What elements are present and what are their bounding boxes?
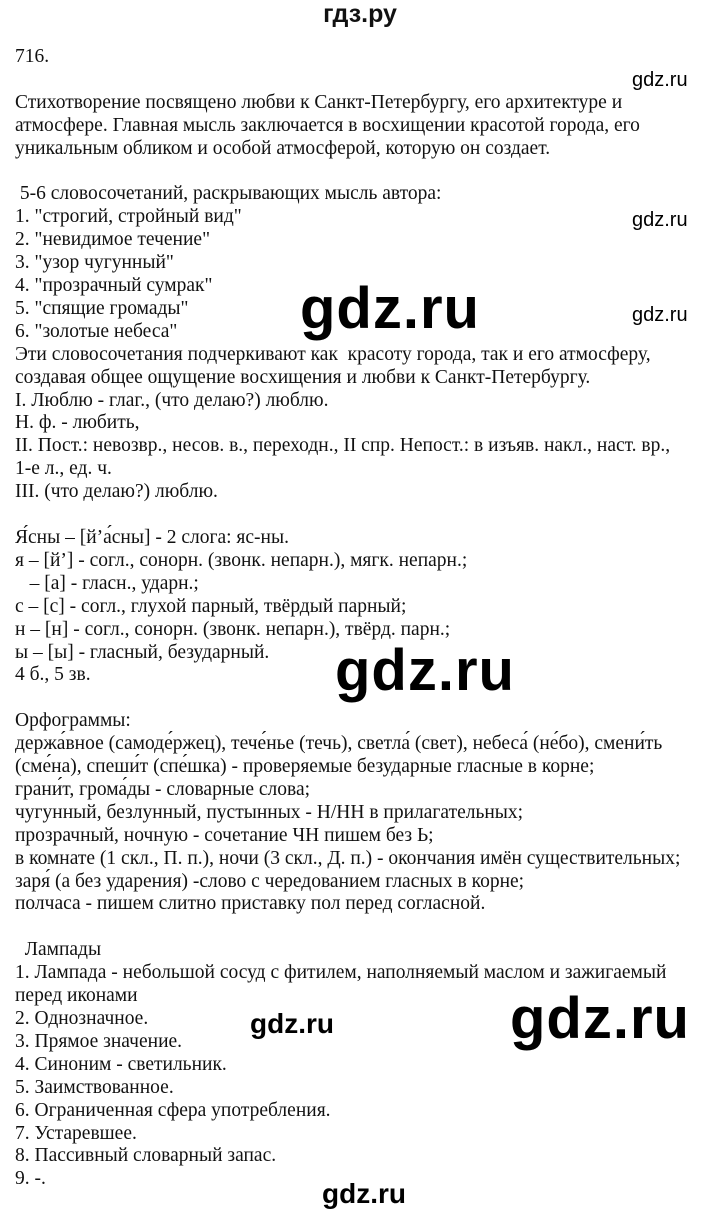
text-line: создавая общее ощущение восхищения и любви к Санкт-Петербургу.: [15, 366, 591, 388]
text-line: 6. "золотые небеса": [15, 320, 178, 342]
text-line: 1. Лампада - небольшой сосуд с фитилем, наполняемый маслом и зажигаемый: [15, 962, 667, 984]
watermark: gdz.ru: [335, 638, 515, 703]
watermark: gdz.ru: [632, 69, 688, 91]
text-line: 5. "спящие громады": [15, 297, 189, 319]
site-header-title: гдз.ру: [323, 0, 397, 28]
text-line: в комнате (1 скл., П. п.), ночи (3 скл., Д. п.) - окончания имён существительных;: [15, 847, 681, 869]
text-line: Н. ф. - любить,: [15, 412, 140, 434]
text-line: 3. "узор чугунный": [15, 252, 174, 274]
text-line: я – [й’] - согл., сонорн. (звонк. непарн.), мягк. непарн.;: [15, 549, 468, 571]
text-line: I. Люблю - глаг., (что делаю?) люблю.: [15, 389, 329, 411]
text-line: полчаса - пишем слитно приставку пол перед согласной.: [15, 893, 486, 915]
text-line: держа́вное (самоде́ржец), тече́нье (течь), светла́ (свет), небеса́ (не́бо), смени́ть: [15, 733, 663, 755]
text-line: 2. "невидимое течение": [15, 229, 211, 251]
text-line: 4 б., 5 зв.: [15, 664, 91, 686]
watermark: gdz.ru: [632, 304, 688, 326]
text-line: [15, 916, 715, 939]
text-line: – [а] - гласн., ударн.;: [15, 572, 199, 594]
text-line: н – [н] - согл., сонорн. (звонк. непарн.), твёрд. парн.;: [15, 618, 451, 640]
text-line: [15, 161, 715, 184]
text-line: [15, 504, 715, 527]
text-line: чугунный, безлунный, пустынных - Н/НН в прилагательных;: [15, 801, 524, 823]
text-line: II. Пост.: невозвр., несов. в., переходн., II спр. Непост.: в изъяв. накл., наст. вр.,: [15, 435, 671, 457]
text-line: уникальным обликом и особой атмосферой, которую он создает.: [15, 137, 551, 159]
text-line: 4. "прозрачный сумрак": [15, 275, 213, 297]
text-line: прозрачный, ночную - сочетание ЧН пишем без Ь;: [15, 824, 434, 846]
text-line: 716.: [15, 46, 50, 67]
text-line: ы – [ы] - гласный, безударный.: [15, 641, 270, 663]
text-line: 8. Пассивный словарный запас.: [15, 1145, 277, 1167]
text-line: Орфограммы:: [15, 710, 131, 732]
watermark: gdz.ru: [300, 276, 480, 341]
text-line: [15, 69, 715, 92]
text-line: Стихотворение посвящено любви к Санкт-Петербургу, его архитектуре и: [15, 91, 623, 113]
text-line: 7. Устаревшее.: [15, 1122, 137, 1144]
watermark: gdz.ru: [510, 986, 690, 1051]
text-line: перед иконами: [15, 985, 138, 1007]
text-line: 1. "строгий, стройный вид": [15, 206, 242, 228]
text-line: 4. Синоним - светильник.: [15, 1053, 227, 1075]
text-line: (сме́на), спеши́т (спе́шка) - проверяемые безударные гласные в корне;: [15, 756, 595, 778]
text-line: 6. Ограниченная сфера употребления.: [15, 1099, 331, 1121]
text-line: Я́сны – [й’а́сны] - 2 слога: яс-ны.: [15, 526, 289, 548]
text-line: 5-6 словосочетаний, раскрывающих мысль автора:: [15, 183, 442, 205]
text-line: 5. Заимствованное.: [15, 1076, 174, 1098]
text-line: Лампады: [15, 939, 102, 961]
text-line: с – [с] - согл., глухой парный, твёрдый парный;: [15, 595, 407, 617]
text-line: 9. -.: [15, 1168, 46, 1190]
watermark: gdz.ru: [632, 209, 688, 231]
text-line: Эти словосочетания подчеркивают как красоту города, так и его атмосферу,: [15, 343, 651, 365]
watermark: gdz.ru: [322, 1178, 406, 1209]
text-line: III. (что делаю?) люблю.: [15, 481, 218, 503]
text-line: заря́ (а без ударения) -слово с чередованием гласных в корне;: [15, 870, 525, 892]
text-line: атмосфере. Главная мысль заключается в восхищении красотой города, его: [15, 114, 640, 136]
text-line: грани́т, грома́ды - словарные слова;: [15, 778, 311, 800]
text-line: 1-е л., ед. ч.: [15, 458, 112, 480]
watermark: gdz.ru: [250, 1008, 334, 1039]
text-line: 3. Прямое значение.: [15, 1030, 183, 1052]
text-line: 2. Однозначное.: [15, 1007, 149, 1029]
